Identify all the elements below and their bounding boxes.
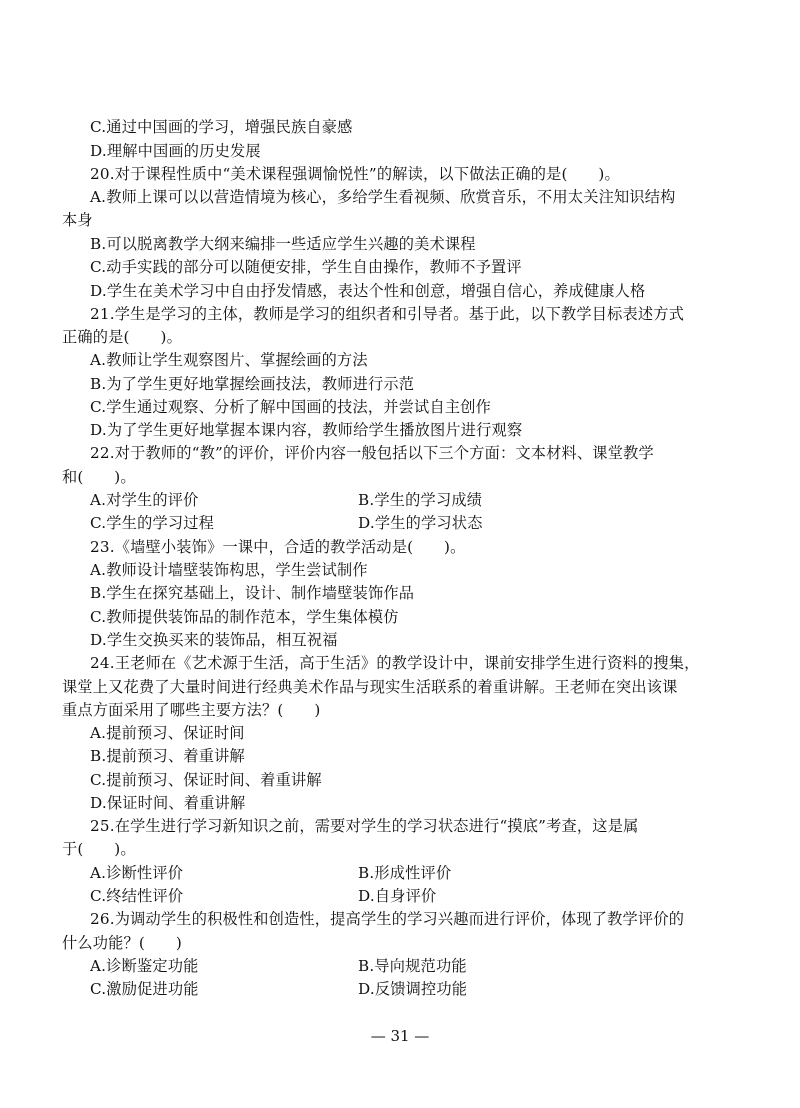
option-line: A.教师让学生观察图片、掌握绘画的方法 <box>90 351 368 369</box>
option-line: A.对学生的评价 <box>90 491 199 509</box>
option-line: B.学生在探究基础上，设计、制作墙壁装饰作品 <box>90 584 415 602</box>
option-line: A.诊断鉴定功能 <box>90 957 199 975</box>
continuation-line: 重点方面采用了哪些主要方法？( ) <box>62 701 321 719</box>
option-line: D.为了学生更好地掌握本课内容，教师给学生播放图片进行观察 <box>90 421 523 439</box>
option-line: C.终结性评价 <box>90 887 184 905</box>
continuation-line: 于( )。 <box>62 840 136 858</box>
option-line: B.导向规范功能 <box>358 957 467 975</box>
option-line: C.激励促进功能 <box>90 980 199 998</box>
option-line: D.反馈调控功能 <box>358 980 468 998</box>
option-line: D.学生的学习状态 <box>358 514 483 532</box>
option-line: A.教师设计墙壁装饰构思，学生尝试制作 <box>90 561 368 579</box>
option-line: A.提前预习、保证时间 <box>90 724 245 742</box>
option-line: B.学生的学习成绩 <box>358 491 483 509</box>
question-stem: 23.《墙壁小装饰》一课中，合适的教学活动是( )。 <box>90 538 466 556</box>
option-line: A.教师上课可以以营造情境为核心，多给学生看视频、欣赏音乐，不用太关注知识结构 <box>90 188 676 206</box>
option-line: D.自身评价 <box>358 887 437 905</box>
option-line: D.保证时间、着重讲解 <box>90 794 246 812</box>
option-line: C.学生通过观察、分析了解中国画的技法，并尝试自主创作 <box>90 398 491 416</box>
continuation-line: 什么功能？( ) <box>62 934 182 952</box>
continuation-line: 和( )。 <box>62 468 136 486</box>
option-line: C.提前预习、保证时间、着重讲解 <box>90 771 322 789</box>
continuation-line: 课堂上又花费了大量时间进行经典美术作品与现实生活联系的着重讲解。王老师在突出该课 <box>62 678 678 696</box>
question-stem: 21.学生是学习的主体，教师是学习的组织者和引导者。基于此，以下教学目标表述方式 <box>90 305 685 323</box>
option-line: B.为了学生更好地掌握绘画技法，教师进行示范 <box>90 375 415 393</box>
continuation-line: 本身 <box>62 211 93 229</box>
option-line: D.学生在美术学习中自由抒发情感，表达个性和创意，增强自信心，养成健康人格 <box>90 282 646 300</box>
option-line: C.动手实践的部分可以随便安排，学生自由操作，教师不予置评 <box>90 258 522 276</box>
question-stem: 20.对于课程性质中“美术课程强调愉悦性”的解读，以下做法正确的是( )。 <box>90 165 620 183</box>
option-line: D.学生交换买来的装饰品，相互祝福 <box>90 631 338 649</box>
option-line: B.形成性评价 <box>358 864 452 882</box>
continuation-line: 正确的是( )。 <box>62 328 182 346</box>
page-number: — 31 — <box>370 1027 430 1045</box>
option-line: D.理解中国画的历史发展 <box>90 142 261 160</box>
question-stem: 26.为调动学生的积极性和创造性，提高学生的学习兴趣而进行评价，体现了教学评价的 <box>90 910 685 928</box>
question-stem: 22.对于教师的“教”的评价，评价内容一般包括以下三个方面：文本材料、课堂教学 <box>90 444 654 462</box>
question-stem: 25.在学生进行学习新知识之前，需要对学生的学习状态进行“摸底”考查，这是属 <box>90 817 639 835</box>
option-line: A.诊断性评价 <box>90 864 184 882</box>
option-line: B.可以脱离教学大纲来编排一些适应学生兴趣的美术课程 <box>90 235 476 253</box>
option-line: B.提前预习、着重讲解 <box>90 747 245 765</box>
option-line: C.学生的学习过程 <box>90 514 215 532</box>
option-line: C.通过中国画的学习，增强民族自豪感 <box>90 118 353 136</box>
option-line: C.教师提供装饰品的制作范本，学生集体模仿 <box>90 608 399 626</box>
question-stem: 24.王老师在《艺术源于生活，高于生活》的教学设计中，课前安排学生进行资料的搜集， <box>90 654 700 672</box>
